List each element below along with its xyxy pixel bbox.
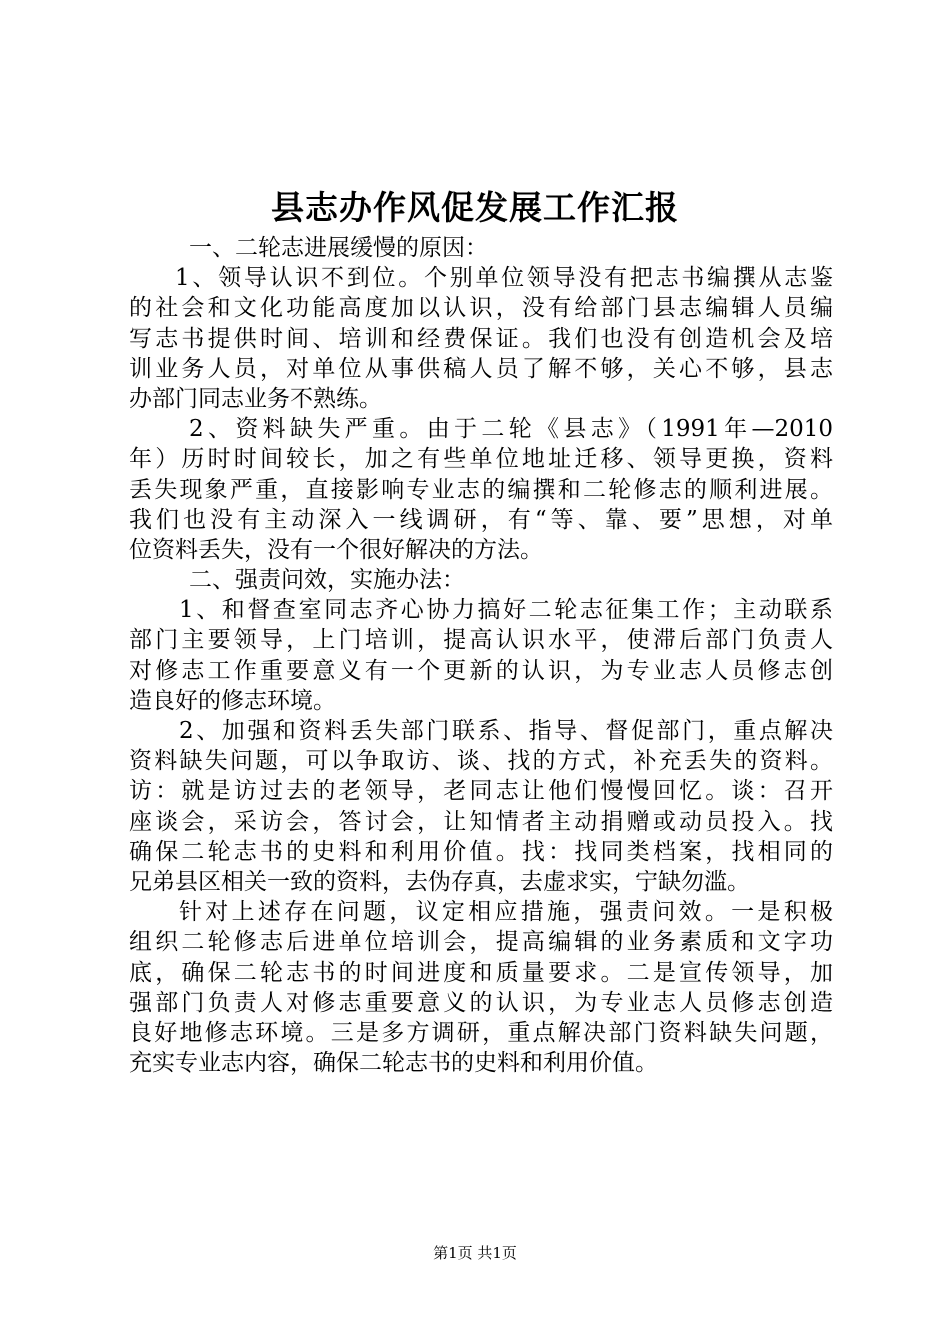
paragraph-line: 兄弟县区相关一致的资料，去伪存真，去虚求实，宁缺勿滥。 bbox=[129, 868, 750, 895]
paragraph-line: 2、加强和资料丢失部门联系、指导、督促部门，重点解决 bbox=[179, 718, 833, 744]
page-number-footer: 第1页 共1页 bbox=[433, 1244, 517, 1262]
section-heading-1: 一、二轮志进展缓慢的原因： bbox=[189, 235, 488, 261]
page-title: 县志办作风促发展工作汇报 bbox=[271, 188, 679, 227]
paragraph-line: 造良好的修志环境。 bbox=[129, 687, 336, 714]
paragraph-line: 位资料丢失，没有一个很好解决的方法。 bbox=[129, 536, 543, 563]
document-body bbox=[129, 233, 833, 1078]
paragraph-line: 写志书提供时间、培训和经费保证。我们也没有创造机会及培 bbox=[129, 325, 833, 352]
paragraph-line: 访：就是访过去的老领导，老同志让他们慢慢回忆。谈：召开 bbox=[129, 778, 833, 805]
paragraph-line: 组织二轮修志后进单位培训会，提高编辑的业务素质和文字功 bbox=[129, 929, 833, 956]
paragraph-line: 训业务人员，对单位从事供稿人员了解不够，关心不够，县志 bbox=[129, 355, 833, 382]
paragraph-line: 我们也没有主动深入一线调研，有“等、靠、要”思想，对单 bbox=[129, 506, 833, 533]
paragraph-line: 强部门负责人对修志重要意义的认识，为专业志人员修志创造 bbox=[129, 989, 833, 1016]
paragraph-line: 充实专业志内容，确保二轮志书的史料和利用价值。 bbox=[129, 1050, 658, 1077]
paragraph-line: 对修志工作重要意义有一个更新的认识，为专业志人员修志创 bbox=[129, 657, 833, 684]
paragraph-line: 2、资料缺失严重。由于二轮《县志》（1991年—2010 bbox=[189, 416, 833, 443]
paragraph-line: 办部门同志业务不熟练。 bbox=[129, 385, 382, 412]
paragraph-line: 座谈会，采访会，答讨会，让知情者主动捐赠或动员投入。找 bbox=[129, 808, 833, 835]
paragraph-line: 1、和督查室同志齐心协力搞好二轮志征集工作；主动联系 bbox=[179, 597, 833, 624]
paragraph-line: 确保二轮志书的史料和利用价值。找：找同类档案，找相同的 bbox=[129, 838, 833, 865]
paragraph-line: 资料缺失问题，可以争取访、谈、找的方式，补充丢失的资料。 bbox=[129, 748, 833, 775]
paragraph-line: 年）历时时间较长，加之有些单位地址迁移、领导更换，资料 bbox=[129, 446, 833, 473]
paragraph-line: 丢失现象严重，直接影响专业志的编撰和二轮修志的顺利进展。 bbox=[129, 476, 833, 503]
paragraph-line: 1、领导认识不到位。个别单位领导没有把志书编撰从志鉴 bbox=[175, 265, 833, 292]
section-heading-2: 二、强责问效，实施办法： bbox=[189, 567, 465, 594]
paragraph-line: 良好地修志环境。三是多方调研，重点解决部门资料缺失问题， bbox=[129, 1019, 833, 1046]
paragraph-line: 的社会和文化功能高度加以认识，没有给部门县志编辑人员编 bbox=[129, 295, 833, 322]
paragraph-line: 针对上述存在问题，议定相应措施，强责问效。一是积极 bbox=[179, 899, 833, 926]
paragraph-line: 底，确保二轮志书的时间进度和质量要求。二是宣传领导，加 bbox=[129, 959, 833, 986]
paragraph-line: 部门主要领导，上门培训，提高认识水平，使滞后部门负责人 bbox=[129, 627, 833, 654]
